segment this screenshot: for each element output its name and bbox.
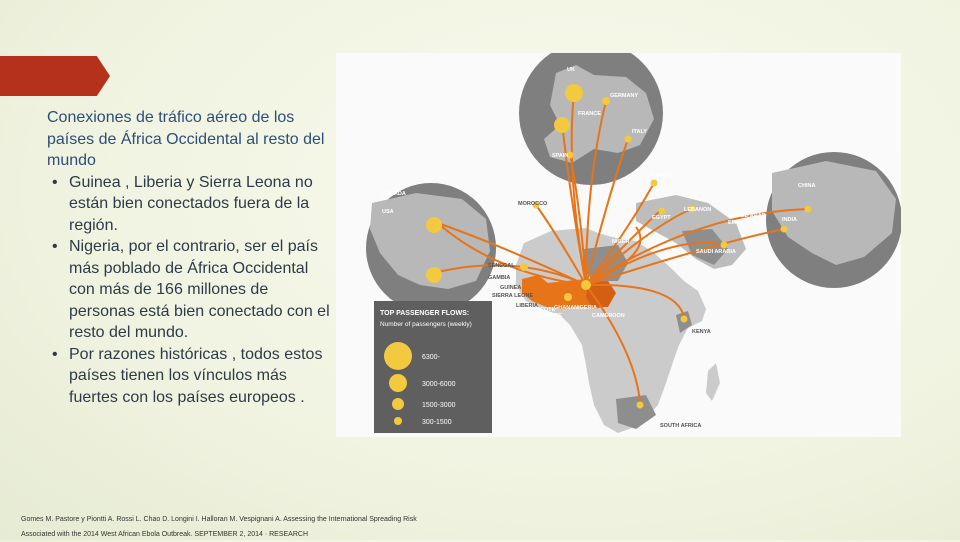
citation-line: Gomes M. Pastore y Piontti A. Rossi L. Chao D. Longini I. Halloran M. Vespignani A. Assessing the International Spreading Risk xyxy=(21,516,417,523)
label-italy: ITALY xyxy=(632,129,647,135)
bullet-marker: • xyxy=(52,345,58,363)
node-uk xyxy=(565,84,583,102)
bullet-list xyxy=(47,172,332,409)
legend-swatch-small xyxy=(392,398,404,410)
bullet-marker: • xyxy=(52,238,58,255)
node-usa xyxy=(426,217,442,233)
label-uk: UK xyxy=(567,67,575,73)
node-italy xyxy=(625,136,632,143)
bullet-item xyxy=(47,172,332,237)
label-uae-2: EMIRATES xyxy=(728,220,757,226)
node-kenya xyxy=(681,316,688,323)
legend-swatch-smallest xyxy=(394,417,402,425)
bullet-text: Nigeria, por el contrario, ser el país más poblado de África Occidental con más de 166 millones de personas está bien conectado con el resto del mundo. xyxy=(69,238,330,341)
node-germany xyxy=(602,97,610,105)
label-china: CHINA xyxy=(798,183,816,189)
label-india: INDIA xyxy=(782,217,797,223)
legend-swatch-large xyxy=(384,342,412,370)
node-nigeria xyxy=(581,280,591,290)
label-divoire: D'IVOIRE xyxy=(538,313,562,319)
citation-line: Associated with the 2014 West African Ebola Outbreak. SEPTEMBER 2, 2014 · RESEARCH xyxy=(21,531,309,538)
flight-connections-map xyxy=(336,53,901,437)
node-france xyxy=(554,117,570,133)
map-svg xyxy=(336,53,901,437)
label-senegal: SENEGAL xyxy=(488,263,515,269)
label-germany: GERMANY xyxy=(610,93,639,99)
accent-tab xyxy=(0,56,110,96)
node-senegal xyxy=(520,263,528,271)
bullet-item xyxy=(47,344,332,409)
bullet-item xyxy=(47,236,332,344)
slide-text xyxy=(47,107,332,408)
label-usa: USA xyxy=(382,209,394,215)
node-ghana xyxy=(564,293,572,301)
bullet-text: Por razones históricas , todos estos países tienen los vínculos más fuertes con los países europeos . xyxy=(69,345,323,406)
label-saudi: SAUDI ARABIA xyxy=(696,249,736,255)
bullet-text: Guinea , Liberia y Sierra Leona no están bien conectados fuera de la región. xyxy=(69,173,313,234)
label-france: FRANCE xyxy=(578,111,601,117)
legend-subtitle: Number of passengers (weekly) xyxy=(380,321,472,328)
label-uae-1: UNITED ARAB xyxy=(728,213,766,219)
legend-swatch-medium xyxy=(389,374,407,392)
label-egypt: EGYPT xyxy=(652,215,671,221)
node-china xyxy=(805,206,812,213)
label-ghana: GHANA xyxy=(554,305,575,311)
node-turkey xyxy=(651,180,658,187)
legend xyxy=(374,301,492,433)
label-guinea: GUINEA xyxy=(500,285,522,291)
legend-title: TOP PASSENGER FLOWS: xyxy=(380,310,470,317)
legend-bin-label: 1500-3000 xyxy=(422,402,456,409)
node-saudi xyxy=(721,242,728,249)
label-niger: NIGER xyxy=(612,239,630,245)
node-india xyxy=(781,226,788,233)
legend-bin-label: 300-1500 xyxy=(422,419,452,426)
label-gambia: GAMBIA xyxy=(488,275,511,281)
label-cote: COTE xyxy=(540,307,556,313)
citation xyxy=(21,512,491,542)
madagascar xyxy=(706,363,720,401)
node-south-africa xyxy=(637,402,644,409)
slide-title: Conexiones de tráfico aéreo de los países de África Occidental al resto del mundo xyxy=(47,109,325,169)
label-kenya: KENYA xyxy=(692,329,711,335)
label-liberia: LIBERIA xyxy=(516,303,538,309)
legend-bin-label: 3000-6000 xyxy=(422,381,456,388)
bullet-marker: • xyxy=(52,173,58,191)
label-turkey: TURKEY xyxy=(650,173,673,179)
label-south-africa: SOUTH AFRICA xyxy=(660,423,702,429)
label-sierra-leone: SIERRA LEONE xyxy=(492,293,534,299)
label-canada: CANADA xyxy=(382,191,406,197)
node-egypt xyxy=(659,208,666,215)
legend-bin-label: 6300- xyxy=(422,354,440,361)
label-morocco: MOROCCO xyxy=(518,201,548,207)
node-usa-south xyxy=(426,267,442,283)
label-spain: SPAIN xyxy=(552,153,569,159)
label-cameroon: CAMEROON xyxy=(592,313,625,319)
label-lebanon: LEBANON xyxy=(684,207,712,213)
label-nigeria: NIGERIA xyxy=(574,305,597,311)
